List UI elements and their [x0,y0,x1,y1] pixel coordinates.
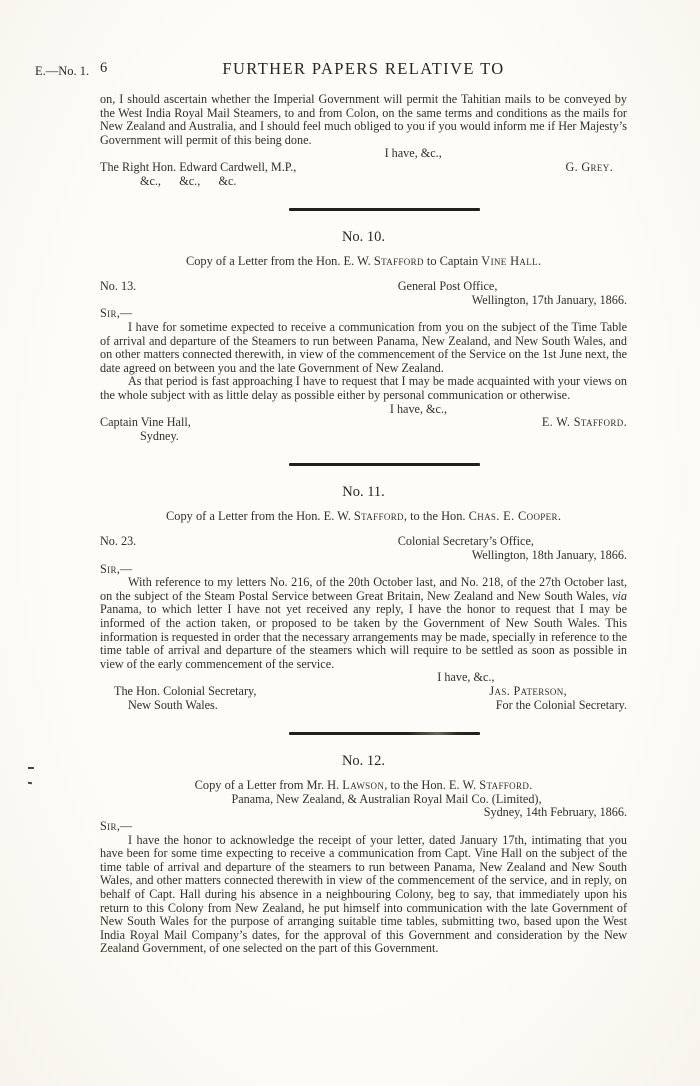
signature: G. Grey. [565,159,613,174]
letter-number-heading: No. 11. [342,483,385,500]
valediction: I have, &c., [389,401,448,416]
addressee-line: Sydney. [140,428,179,443]
closing-row [100,685,627,699]
signature-title: For the Colonial Secretary. [495,697,627,712]
letter-ref-number: No. 13. [100,278,137,293]
letter-no-10 [100,228,627,444]
letter-no-12 [100,752,627,956]
letter-body-paragraph: on, I should ascertain whether the Imperial Government will permit the Tahitian mails to be conveyed by the West India Royal Mail Steamers, to and from Colon, on the same terms and conditions as the mails for New Zealand and Australia, and I should feel much obliged to you if you would inform me if Her Majesty’s Government will permit of this being done. [100,92,627,147]
letter-meta-row [100,535,627,549]
valediction: I have, &c., [437,670,495,685]
letterpress-text-column [100,93,627,956]
document-reference: E.—No. 1. [35,64,90,78]
letter-continued [100,93,627,188]
letter-body-paragraph: I have for sometime expected to receive a communication from you on the subject of the Time Table of arrival and departure of the Steamers to run between Panama, New Zealand, and New South Wales, and on other matters connected therewith, in view of the commencement of the Service on the 1st June next, the date agreed on between you and the late Government of New Zealand. [100,320,627,375]
section-divider-rule [289,463,480,466]
letter-place: General Post Office, [397,278,498,293]
letter-company-line: Panama, New Zealand, & Australian Royal Mail Co. (Limited), [231,791,542,806]
letter-number-heading: No. 10. [341,228,386,245]
letter-no-11 [100,483,627,712]
letter-body-paragraph: As that period is fast approaching I have to request that I may be made acquainted with your views on the whole subject with as little delay as possible either by personal communication or otherwise. [100,374,627,402]
margin-ink-mark [28,767,34,769]
section-divider-rule [289,208,480,211]
addressee-line: Captain Vine Hall, [100,415,191,430]
letter-date: Wellington, 17th January, 1866. [471,292,627,307]
letter-number-heading: No. 12. [341,752,386,769]
page-number: 6 [100,60,108,76]
letter-body-paragraph: I have the honor to acknowledge the receipt of your letter, dated January 17th, intimating that you have been for some time expecting to receive a communication from Capt. Vine Hall on the subject of the time table of arrival and departure of the steamers to run between Panama, New Zealand and New South Wales, and other matters connected therewith in view of the commencement of the service, and in reply, on behalf of Capt. Hall during his absence in a neighbouring Colony, beg to say, that immediately upon his return to this Colony from New Zealand, he put himself into communication with the late Government of New South Wales for the purpose of arranging suitable time tables, submitting two, based upon the West India Royal Mail Company’s dates, for the approval of this Government and consideration by the New Zealand Government, of one selected on the part of this Government. [100,832,627,956]
letter-meta-row [100,280,627,294]
signature-name: Jas. Paterson, [489,684,567,698]
closing-row [100,416,627,430]
section-divider-rule [289,732,480,735]
closing-row [100,161,627,175]
letter-caption: Copy of a Letter from the Hon. E. W. Stafford to Captain Vine Hall. [185,254,542,269]
margin-ink-mark [28,782,32,784]
signature: E. W. Stafford. [541,415,627,430]
letter-place: Colonial Secretary’s Office, [397,534,534,549]
letter-caption: Copy of a Letter from Mr. H. Lawson, to the Hon. E. W. Stafford. [194,778,533,793]
letter-caption: Copy of a Letter from the Hon. E. W. Stafford, to the Hon. Chas. E. Cooper. [166,509,561,524]
closing-row [100,699,627,713]
running-title: FURTHER PAPERS RELATIVE TO [222,59,505,78]
salutation: Sir,— [100,561,133,576]
letter-ref-number: No. 23. [100,534,137,549]
addressee-line: New South Wales. [128,697,218,712]
letter-date: Wellington, 18th January, 1866. [471,548,627,563]
letter-date: Sydney, 14th February, 1866. [483,805,627,820]
salutation: Sir,— [100,819,133,834]
addressee-line: The Hon. Colonial Secretary, [114,684,257,698]
valediction: I have, &c., [384,146,442,161]
salutation: Sir,— [100,306,133,321]
addressee-line: The Right Hon. Edward Cardwell, M.P., [100,159,297,174]
letter-body-paragraph: With reference to my letters No. 216, of the 20th October last, and No. 218, of the 27th October last, on the subject of the Steam Postal Service between Great Britain, New Zealand and New South Wales, via Panama, to which letter I have not yet received any reply, I have the honor to request that I may be informed of the action taken, or proposed to be taken by the Government of New South Wales. This information is requested in order that the necessary arrangements may be made, specially in reference to the time table of arrival and departure of the steamers which will require to be settled as soon as possible in view of the early commencement of the service. [100,575,627,671]
addressee-etc-line: &c., &c., &c. [140,173,237,188]
